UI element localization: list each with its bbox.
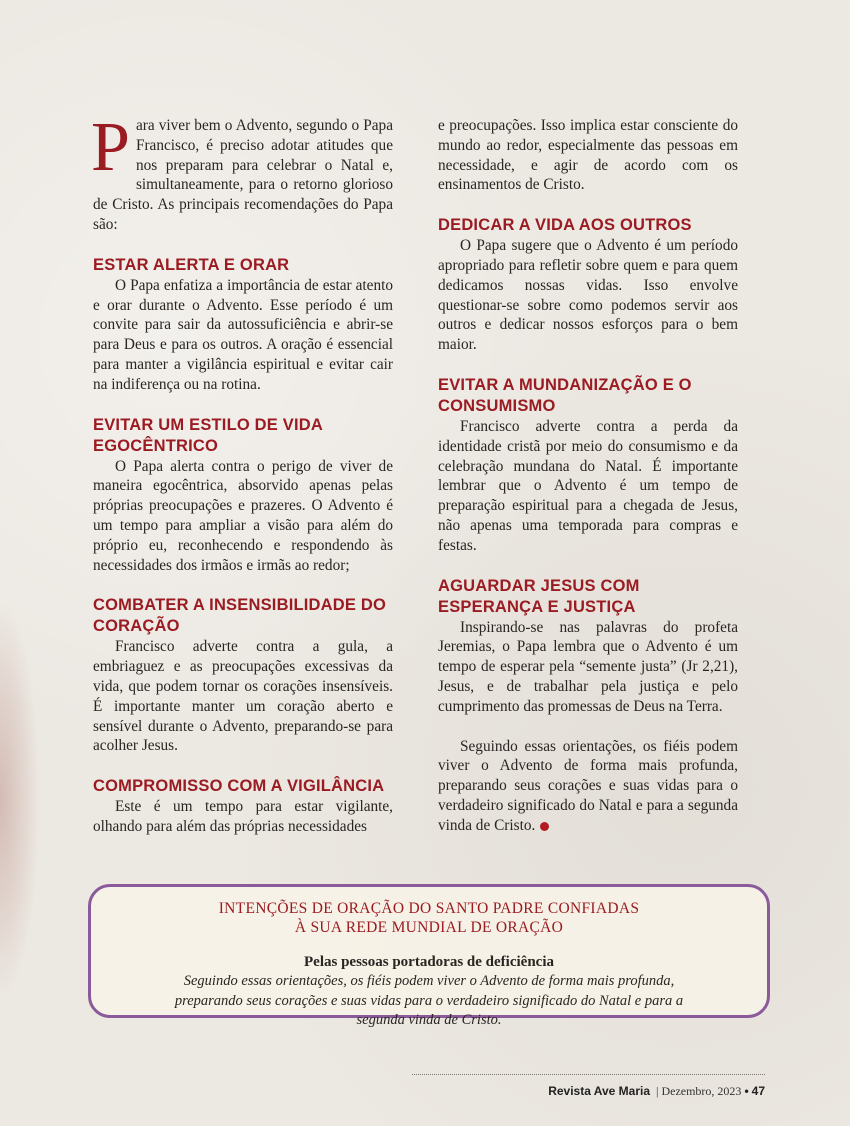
article-column-right — [438, 116, 738, 836]
section-paragraph: O Papa alerta contra o perigo de viver de maneira egocêntrica, absorvido apenas pelas próprias preocupações e prazeres. O Advento é um tempo para ampliar a visão para além do próprio eu, reconhecendo e respondendo às necessidades dos irmãos e irmãs ao redor; — [93, 457, 393, 574]
end-mark-icon — [540, 822, 549, 831]
prayer-intentions-box — [88, 884, 770, 1028]
page-number: 47 — [751, 1084, 765, 1098]
conclusion-paragraph: Seguindo essas orientações, os fiéis podem viver o Advento de forma mais profunda, preparando seus corações e suas vidas para o verdadeiro significado do Natal e para a segunda vinda de Cristo. — [438, 737, 738, 834]
section-paragraph: Francisco adverte contra a perda da identidade cristã por meio do consumismo e da celebração mundana do Natal. É importante lembrar que o Advento é um tempo de preparação espiritual para a chegada de Jesus, não apenas uma temporada para compras e festas. — [438, 417, 738, 554]
section-heading: EVITAR A MUNDANIZAÇÃO E O CONSUMISMO — [438, 375, 692, 415]
box-subtitle: Pelas pessoas portadoras de deficiência — [304, 954, 554, 970]
continued-paragraph: e preocupações. Isso implica estar consciente do mundo ao redor, especialmente das pessoas em necessidade, e agir de acordo com os ensinamentos de Cristo. — [438, 117, 738, 194]
section-paragraph: Este é um tempo para estar vigilante, olhando para além das próprias necessidades — [93, 798, 393, 835]
section-heading: ESTAR ALERTA E ORAR — [93, 255, 290, 274]
footer-divider — [412, 1074, 765, 1075]
article-column-left — [91, 109, 393, 837]
magazine-name: Revista Ave Maria — [548, 1084, 651, 1098]
section-heading: EVITAR UM ESTILO DE VIDA EGOCÊNTRICO — [93, 415, 323, 455]
section-heading: DEDICAR A VIDA AOS OUTROS — [438, 216, 692, 235]
box-text: Seguindo essas orientações, os fiéis podem viver o Advento de forma mais profunda, preparando seus corações e suas vidas para o verdadeiro significado do Natal e para a segunda vinda de Cristo. — [174, 973, 684, 1028]
section-paragraph: O Papa sugere que o Advento é um período apropriado para refletir sobre quem e para quem dedicamos nossas vidas. Isso envolve questionar-se sobre como podemos servir aos outros e dedicar nossos esforços para o bem maior. — [438, 237, 738, 354]
decorative-image-edge — [0, 600, 40, 1000]
section-paragraph: Inspirando-se nas palavras do profeta Jeremias, o Papa lembra que o Advento é um tempo de esperar pela “semente justa” (Jr 2,21), Jesus, e de trabalhar pela justiça e pelo cumprimento das promessas de Deus na Terra. — [438, 618, 738, 715]
intro-paragraph: Para viver bem o Advento, segundo o Papa Francisco, é preciso adotar atitudes que nos preparam para celebrar o Natal e, simultaneamente, para o retorno glorioso de Cristo. As principais recomendações do Papa são: — [91, 109, 393, 233]
section-heading: COMPROMISSO COM A VIGILÂNCIA — [93, 777, 385, 796]
drop-cap: P — [91, 109, 130, 186]
issue-date: Dezembro, 2023 — [661, 1084, 742, 1098]
section-heading: COMBATER A INSENSIBILIDADE DO CORAÇÃO — [93, 596, 387, 636]
section-paragraph: Francisco adverte contra a gula, a embriaguez e as preocupações excessivas da vida, que podem tornar os corações insensíveis. É importante manter um coração aberto e sensível durante o Advento, preparando-se para acolher Jesus. — [93, 638, 393, 755]
section-heading: AGUARDAR JESUS COM ESPERANÇA E JUSTIÇA — [438, 576, 640, 616]
page-footer: Revista Ave Maria | Dezembro, 2023 • 47 — [548, 1084, 765, 1098]
box-title: INTENÇÕES DE ORAÇÃO DO SANTO PADRE CONFIADAS À SUA REDE MUNDIAL DE ORAÇÃO — [218, 900, 640, 936]
section-paragraph: O Papa enfatiza a importância de estar atento e orar durante o Advento. Esse período é um convite para sair da autossuficiência e abrir-se para Deus e para os outros. A oração é essencial para manter a vigilância espiritual e evitar cair na indiferença ou na rotina. — [93, 276, 393, 393]
